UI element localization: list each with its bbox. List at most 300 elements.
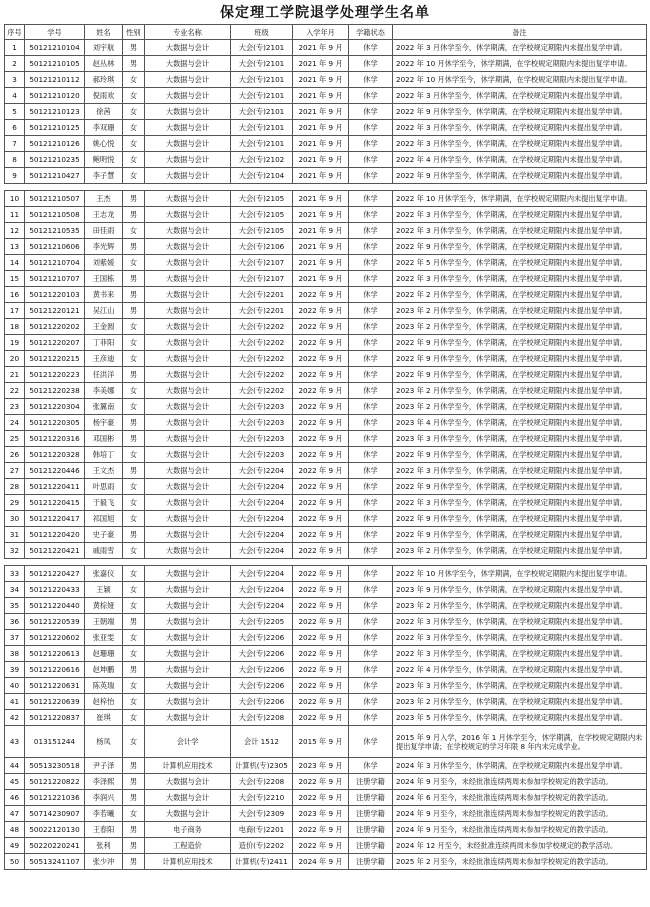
enroll-date-cell: 2021 年 9 月 <box>293 239 349 255</box>
enroll-date-cell: 2022 年 9 月 <box>293 367 349 383</box>
student-id-cell: 50121220316 <box>25 431 85 447</box>
remark-cell: 2022 年 9 月休学至今，休学期满，在学校规定期限内未提出复学申请。 <box>393 511 647 527</box>
major-cell: 大数据与会计 <box>145 351 231 367</box>
name-cell: 邓国彬 <box>85 431 123 447</box>
enroll-date-cell: 2022 年 9 月 <box>293 447 349 463</box>
name-cell: 王国栋 <box>85 271 123 287</box>
student-id-cell: 50121210707 <box>25 271 85 287</box>
class-cell: 大会(专)2101 <box>231 104 293 120</box>
enroll-date-cell: 2022 年 9 月 <box>293 646 349 662</box>
gap-cell <box>5 184 647 191</box>
remark-cell: 2022 年 3 月休学至今，休学期满，在学校规定期限内未提出复学申请。 <box>393 136 647 152</box>
table-row <box>5 319 647 335</box>
name-cell: 徐茜 <box>85 104 123 120</box>
student-id-cell: 50121210427 <box>25 168 85 184</box>
remark-cell: 2022 年 10 月休学至今，休学期满，在学校规定期限内未提出复学申请。 <box>393 72 647 88</box>
remark-cell: 2023 年 3 月休学至今，休学期满，在学校规定期限内未提出复学申请。 <box>393 678 647 694</box>
remark-cell: 2022 年 9 月休学至今，休学期满，在学校规定期限内未提出复学申请。 <box>393 447 647 463</box>
enroll-date-cell: 2022 年 9 月 <box>293 431 349 447</box>
student-id-cell: 50121220822 <box>25 774 85 790</box>
remark-cell: 2022 年 10 月休学至今，休学期满，在学校规定期限内未提出复学申请。 <box>393 566 647 582</box>
student-id-cell: 50121220304 <box>25 399 85 415</box>
class-cell: 会计 1512 <box>231 726 293 758</box>
table-row <box>5 335 647 351</box>
class-cell: 大会(专)2101 <box>231 120 293 136</box>
remark-cell: 2022 年 9 月休学至今，休学期满，在学校规定期限内未提出复学申请。 <box>393 479 647 495</box>
major-cell: 大数据与会计 <box>145 207 231 223</box>
index-cell: 41 <box>5 694 25 710</box>
status-cell: 休学 <box>349 335 393 351</box>
class-cell: 大会(专)2206 <box>231 678 293 694</box>
gender-cell: 女 <box>123 726 145 758</box>
class-cell: 大会(专)2205 <box>231 614 293 630</box>
gender-cell: 男 <box>123 854 145 870</box>
status-cell: 休学 <box>349 694 393 710</box>
index-cell: 30 <box>5 511 25 527</box>
class-cell: 大会(专)2203 <box>231 415 293 431</box>
student-id-cell: 50121220631 <box>25 678 85 694</box>
table-row <box>5 854 647 870</box>
table-row <box>5 838 647 854</box>
gender-cell: 男 <box>123 303 145 319</box>
header-cell-status: 学籍状态 <box>349 25 393 40</box>
status-cell: 休学 <box>349 40 393 56</box>
enroll-date-cell: 2022 年 9 月 <box>293 415 349 431</box>
class-cell: 大会(专)2202 <box>231 367 293 383</box>
remark-cell: 2023 年 2 月休学至今，休学期满，在学校规定期限内未提出复学申请。 <box>393 543 647 559</box>
gender-cell: 男 <box>123 662 145 678</box>
table-row <box>5 774 647 790</box>
index-cell: 50 <box>5 854 25 870</box>
enroll-date-cell: 2015 年 9 月 <box>293 726 349 758</box>
enroll-date-cell: 2022 年 9 月 <box>293 527 349 543</box>
enroll-date-cell: 2021 年 9 月 <box>293 104 349 120</box>
remark-cell: 2023 年 5 月休学至今，休学期满，在学校规定期限内未提出复学申请。 <box>393 710 647 726</box>
student-id-cell: 50121210123 <box>25 104 85 120</box>
major-cell: 大数据与会计 <box>145 303 231 319</box>
class-cell: 大会(专)2202 <box>231 335 293 351</box>
name-cell: 戚雨雪 <box>85 543 123 559</box>
remark-cell: 2024 年 9 月至今，未经批准连续两周未参加学校规定的教学活动。 <box>393 774 647 790</box>
status-cell: 休学 <box>349 447 393 463</box>
gender-cell: 女 <box>123 383 145 399</box>
name-cell: 赵丛林 <box>85 56 123 72</box>
status-cell: 休学 <box>349 56 393 72</box>
name-cell: 崔琪 <box>85 710 123 726</box>
gender-cell: 男 <box>123 838 145 854</box>
gender-cell: 男 <box>123 415 145 431</box>
index-cell: 9 <box>5 168 25 184</box>
enroll-date-cell: 2022 年 9 月 <box>293 463 349 479</box>
index-cell: 31 <box>5 527 25 543</box>
gender-cell: 女 <box>123 694 145 710</box>
major-cell: 大数据与会计 <box>145 678 231 694</box>
remark-cell: 2023 年 2 月休学至今，休学期满，在学校规定期限内未提出复学申请。 <box>393 694 647 710</box>
status-cell: 休学 <box>349 614 393 630</box>
table-row <box>5 614 647 630</box>
class-cell: 大会(专)2101 <box>231 88 293 104</box>
index-cell: 39 <box>5 662 25 678</box>
name-cell: 倪雨欢 <box>85 88 123 104</box>
name-cell: 王春阳 <box>85 822 123 838</box>
header-cell-index: 序号 <box>5 25 25 40</box>
remark-cell: 2015 年 9 月入学，2016 年 1 月休学至今，休学期满，在学校规定期限内未提出复学申请；在学校规定的学习年限 8 年内未完成学业。 <box>393 726 647 758</box>
name-cell: 张翼南 <box>85 399 123 415</box>
index-cell: 6 <box>5 120 25 136</box>
index-cell: 11 <box>5 207 25 223</box>
student-id-cell: 50714230907 <box>25 806 85 822</box>
class-cell: 大会(专)2202 <box>231 351 293 367</box>
name-cell: 张嘉仪 <box>85 566 123 582</box>
major-cell: 大数据与会计 <box>145 152 231 168</box>
name-cell: 鲍明悦 <box>85 152 123 168</box>
name-cell: 王金圆 <box>85 319 123 335</box>
class-cell: 大会(专)2106 <box>231 239 293 255</box>
table-row <box>5 463 647 479</box>
status-cell: 休学 <box>349 495 393 511</box>
gender-cell: 男 <box>123 758 145 774</box>
enroll-date-cell: 2022 年 9 月 <box>293 838 349 854</box>
index-cell: 15 <box>5 271 25 287</box>
major-cell: 大数据与会计 <box>145 104 231 120</box>
remark-cell: 2024 年 9 月至今，未经批准连续两周未参加学校规定的教学活动。 <box>393 806 647 822</box>
index-cell: 1 <box>5 40 25 56</box>
major-cell: 大数据与会计 <box>145 40 231 56</box>
table-row <box>5 88 647 104</box>
gender-cell: 男 <box>123 367 145 383</box>
remark-cell: 2022 年 9 月休学至今，休学期满，在学校规定期限内未提出复学申请。 <box>393 239 647 255</box>
student-id-cell: 50121220305 <box>25 415 85 431</box>
major-cell: 大数据与会计 <box>145 566 231 582</box>
name-cell: 张利 <box>85 838 123 854</box>
table-row <box>5 630 647 646</box>
remark-cell: 2022 年 3 月休学至今，休学期满，在学校规定期限内未提出复学申请。 <box>393 207 647 223</box>
major-cell: 大数据与会计 <box>145 447 231 463</box>
table-row <box>5 790 647 806</box>
student-id-cell: 50121220202 <box>25 319 85 335</box>
index-cell: 2 <box>5 56 25 72</box>
table-row <box>5 479 647 495</box>
index-cell: 22 <box>5 383 25 399</box>
student-id-cell: 50121220215 <box>25 351 85 367</box>
gender-cell: 男 <box>123 527 145 543</box>
status-cell: 休学 <box>349 415 393 431</box>
table-row <box>5 303 647 319</box>
gender-cell: 男 <box>123 463 145 479</box>
major-cell: 工程造价 <box>145 838 231 854</box>
enroll-date-cell: 2022 年 9 月 <box>293 662 349 678</box>
name-cell: 姚心悦 <box>85 136 123 152</box>
table-row <box>5 191 647 207</box>
enroll-date-cell: 2021 年 9 月 <box>293 168 349 184</box>
name-cell: 李泽熙 <box>85 774 123 790</box>
remark-cell: 2022 年 3 月休学至今，休学期满，在学校规定期限内未提出复学申请。 <box>393 463 647 479</box>
major-cell: 电子商务 <box>145 822 231 838</box>
table-header <box>5 25 647 40</box>
index-cell: 25 <box>5 431 25 447</box>
table-row <box>5 168 647 184</box>
major-cell: 大数据与会计 <box>145 662 231 678</box>
class-cell: 大会(专)2101 <box>231 136 293 152</box>
table-row <box>5 72 647 88</box>
class-cell: 大会(专)2206 <box>231 630 293 646</box>
major-cell: 大数据与会计 <box>145 168 231 184</box>
name-cell: 田佳雨 <box>85 223 123 239</box>
name-cell: 赵珊珊 <box>85 646 123 662</box>
remark-cell: 2022 年 9 月休学至今，休学期满，在学校规定期限内未提出复学申请。 <box>393 335 647 351</box>
major-cell: 大数据与会计 <box>145 399 231 415</box>
index-cell: 12 <box>5 223 25 239</box>
index-cell: 17 <box>5 303 25 319</box>
status-cell: 休学 <box>349 678 393 694</box>
class-cell: 计算机(专)2411 <box>231 854 293 870</box>
remark-cell: 2023 年 2 月休学至今，休学期满，在学校规定期限内未提出复学申请。 <box>393 303 647 319</box>
name-cell: 李光辉 <box>85 239 123 255</box>
name-cell: 杨凤 <box>85 726 123 758</box>
class-cell: 大会(专)2202 <box>231 319 293 335</box>
status-cell: 休学 <box>349 88 393 104</box>
table-row <box>5 566 647 582</box>
table-row <box>5 399 647 415</box>
student-id-cell: 50121220639 <box>25 694 85 710</box>
name-cell: 赵梓怡 <box>85 694 123 710</box>
name-cell: 任洪洋 <box>85 367 123 383</box>
name-cell: 于毅飞 <box>85 495 123 511</box>
remark-cell: 2022 年 3 月休学至今，休学期满，在学校规定期限内未提出复学申请。 <box>393 646 647 662</box>
gender-cell: 女 <box>123 566 145 582</box>
major-cell: 会计学 <box>145 726 231 758</box>
enroll-date-cell: 2022 年 9 月 <box>293 351 349 367</box>
gender-cell: 女 <box>123 678 145 694</box>
status-cell: 休学 <box>349 303 393 319</box>
gender-cell: 男 <box>123 191 145 207</box>
table-row <box>5 646 647 662</box>
student-id-cell: 50121210105 <box>25 56 85 72</box>
index-cell: 32 <box>5 543 25 559</box>
student-id-cell: 50121220616 <box>25 662 85 678</box>
table-row <box>5 678 647 694</box>
header-cell-enroll-date: 入学年月 <box>293 25 349 40</box>
index-cell: 42 <box>5 710 25 726</box>
name-cell: 王文杰 <box>85 463 123 479</box>
table-body <box>5 40 647 870</box>
remark-cell: 2022 年 3 月休学至今，休学期满，在学校规定期限内未提出复学申请。 <box>393 223 647 239</box>
status-cell: 休学 <box>349 255 393 271</box>
index-cell: 19 <box>5 335 25 351</box>
name-cell: 李若曦 <box>85 806 123 822</box>
gender-cell: 女 <box>123 598 145 614</box>
enroll-date-cell: 2023 年 9 月 <box>293 806 349 822</box>
gender-cell: 男 <box>123 774 145 790</box>
gender-cell: 女 <box>123 646 145 662</box>
major-cell: 大数据与会计 <box>145 463 231 479</box>
major-cell: 大数据与会计 <box>145 120 231 136</box>
index-cell: 33 <box>5 566 25 582</box>
name-cell: 李子慧 <box>85 168 123 184</box>
gender-cell: 男 <box>123 287 145 303</box>
class-cell: 大会(专)2102 <box>231 152 293 168</box>
class-cell: 大会(专)2104 <box>231 168 293 184</box>
class-cell: 大会(专)2105 <box>231 223 293 239</box>
major-cell: 大数据与会计 <box>145 774 231 790</box>
class-cell: 大会(专)2204 <box>231 543 293 559</box>
student-id-cell: 50121210235 <box>25 152 85 168</box>
status-cell: 休学 <box>349 479 393 495</box>
major-cell: 大数据与会计 <box>145 136 231 152</box>
gender-cell: 女 <box>123 335 145 351</box>
table-row <box>5 104 647 120</box>
status-cell: 休学 <box>349 223 393 239</box>
gender-cell: 男 <box>123 822 145 838</box>
student-id-cell: 50121220415 <box>25 495 85 511</box>
gender-cell: 女 <box>123 495 145 511</box>
class-cell: 计算机(专)2305 <box>231 758 293 774</box>
index-cell: 24 <box>5 415 25 431</box>
gender-cell: 女 <box>123 120 145 136</box>
major-cell: 大数据与会计 <box>145 495 231 511</box>
name-cell: 王志龙 <box>85 207 123 223</box>
enroll-date-cell: 2022 年 9 月 <box>293 694 349 710</box>
status-cell: 注册学籍 <box>349 854 393 870</box>
student-id-cell: 50121220417 <box>25 511 85 527</box>
remark-cell: 2023 年 2 月休学至今，休学期满，在学校规定期限内未提出复学申请。 <box>393 383 647 399</box>
gender-cell: 女 <box>123 447 145 463</box>
class-cell: 大会(专)2202 <box>231 383 293 399</box>
table-row <box>5 598 647 614</box>
class-cell: 大会(专)2101 <box>231 72 293 88</box>
gender-cell: 女 <box>123 630 145 646</box>
enroll-date-cell: 2022 年 9 月 <box>293 335 349 351</box>
table-row <box>5 207 647 223</box>
major-cell: 大数据与会计 <box>145 710 231 726</box>
class-cell: 大会(专)2201 <box>231 287 293 303</box>
table-row <box>5 152 647 168</box>
remark-cell: 2022 年 10 月休学至今，休学期满，在学校规定期限内未提出复学申请。 <box>393 56 647 72</box>
enroll-date-cell: 2021 年 9 月 <box>293 271 349 287</box>
index-cell: 45 <box>5 774 25 790</box>
major-cell: 大数据与会计 <box>145 431 231 447</box>
major-cell: 大数据与会计 <box>145 223 231 239</box>
status-cell: 休学 <box>349 207 393 223</box>
remark-cell: 2024 年 12 月至今，未经批准连续两周未参加学校规定的教学活动。 <box>393 838 647 854</box>
major-cell: 大数据与会计 <box>145 806 231 822</box>
major-cell: 大数据与会计 <box>145 511 231 527</box>
enroll-date-cell: 2021 年 9 月 <box>293 255 349 271</box>
gender-cell: 男 <box>123 614 145 630</box>
table-row <box>5 822 647 838</box>
name-cell: 王朝端 <box>85 614 123 630</box>
table-row <box>5 56 647 72</box>
enroll-date-cell: 2024 年 9 月 <box>293 854 349 870</box>
student-id-cell: 50513230518 <box>25 758 85 774</box>
class-cell: 大会(专)2206 <box>231 662 293 678</box>
student-id-cell: 50121220421 <box>25 543 85 559</box>
class-cell: 大会(专)2105 <box>231 191 293 207</box>
table-row <box>5 694 647 710</box>
table-row <box>5 511 647 527</box>
status-cell: 注册学籍 <box>349 806 393 822</box>
enroll-date-cell: 2021 年 9 月 <box>293 136 349 152</box>
table-row <box>5 726 647 758</box>
enroll-date-cell: 2022 年 9 月 <box>293 511 349 527</box>
remark-cell: 2022 年 9 月休学至今，休学期满，在学校规定期限内未提出复学申请。 <box>393 351 647 367</box>
index-cell: 4 <box>5 88 25 104</box>
index-cell: 34 <box>5 582 25 598</box>
gender-cell: 女 <box>123 710 145 726</box>
table-row <box>5 287 647 303</box>
name-cell: 黄书来 <box>85 287 123 303</box>
class-cell: 大会(专)2203 <box>231 431 293 447</box>
name-cell: 李美娜 <box>85 383 123 399</box>
enroll-date-cell: 2022 年 9 月 <box>293 630 349 646</box>
major-cell: 大数据与会计 <box>145 335 231 351</box>
status-cell: 休学 <box>349 582 393 598</box>
student-id-cell: 50022120130 <box>25 822 85 838</box>
index-cell: 46 <box>5 790 25 806</box>
header-row <box>5 25 647 40</box>
student-id-cell: 50121210508 <box>25 207 85 223</box>
status-cell: 休学 <box>349 758 393 774</box>
table-row <box>5 662 647 678</box>
class-cell: 大会(专)2105 <box>231 207 293 223</box>
status-cell: 休学 <box>349 527 393 543</box>
document-title: 保定理工学院退学处理学生名单 <box>220 5 430 21</box>
status-cell: 休学 <box>349 630 393 646</box>
student-id-cell: 50121210112 <box>25 72 85 88</box>
remark-cell: 2022 年 3 月休学至今，休学期满，在学校规定期限内未提出复学申请。 <box>393 40 647 56</box>
remark-cell: 2023 年 2 月休学至今，休学期满，在学校规定期限内未提出复学申请。 <box>393 319 647 335</box>
header-cell-class: 班级 <box>231 25 293 40</box>
major-cell: 大数据与会计 <box>145 790 231 806</box>
enroll-date-cell: 2022 年 9 月 <box>293 822 349 838</box>
index-cell: 43 <box>5 726 25 758</box>
table-row <box>5 239 647 255</box>
remark-cell: 2022 年 3 月休学至今，休学期满，在学校规定期限内未提出复学申请。 <box>393 120 647 136</box>
header-cell-student-id: 学号 <box>25 25 85 40</box>
table-row <box>5 383 647 399</box>
gender-cell: 女 <box>123 136 145 152</box>
major-cell: 大数据与会计 <box>145 191 231 207</box>
table-row <box>5 758 647 774</box>
gender-cell: 男 <box>123 431 145 447</box>
table-row <box>5 543 647 559</box>
class-cell: 大会(专)2204 <box>231 527 293 543</box>
enroll-date-cell: 2022 年 9 月 <box>293 790 349 806</box>
table-row <box>5 271 647 287</box>
remark-cell: 2022 年 4 月休学至今，休学期满，在学校规定期限内未提出复学申请。 <box>393 152 647 168</box>
student-id-cell: 013151244 <box>25 726 85 758</box>
gender-cell: 女 <box>123 319 145 335</box>
remark-cell: 2025 年 2 月至今，未经批准连续两周未参加学校规定的教学活动。 <box>393 854 647 870</box>
name-cell: 陈英瑞 <box>85 678 123 694</box>
enroll-date-cell: 2022 年 9 月 <box>293 495 349 511</box>
status-cell: 休学 <box>349 511 393 527</box>
index-cell: 37 <box>5 630 25 646</box>
status-cell: 休学 <box>349 271 393 287</box>
student-id-cell: 50121210606 <box>25 239 85 255</box>
major-cell: 大数据与会计 <box>145 543 231 559</box>
class-cell: 大会(专)2107 <box>231 271 293 287</box>
remark-cell: 2022 年 10 月休学至今，休学期满，在学校规定期限内未提出复学申请。 <box>393 191 647 207</box>
class-cell: 大会(专)2204 <box>231 495 293 511</box>
index-cell: 20 <box>5 351 25 367</box>
gender-cell: 女 <box>123 582 145 598</box>
header-cell-major: 专业名称 <box>145 25 231 40</box>
class-cell: 大会(专)2204 <box>231 463 293 479</box>
major-cell: 大数据与会计 <box>145 630 231 646</box>
student-id-cell: 50121220207 <box>25 335 85 351</box>
enroll-date-cell: 2021 年 9 月 <box>293 120 349 136</box>
